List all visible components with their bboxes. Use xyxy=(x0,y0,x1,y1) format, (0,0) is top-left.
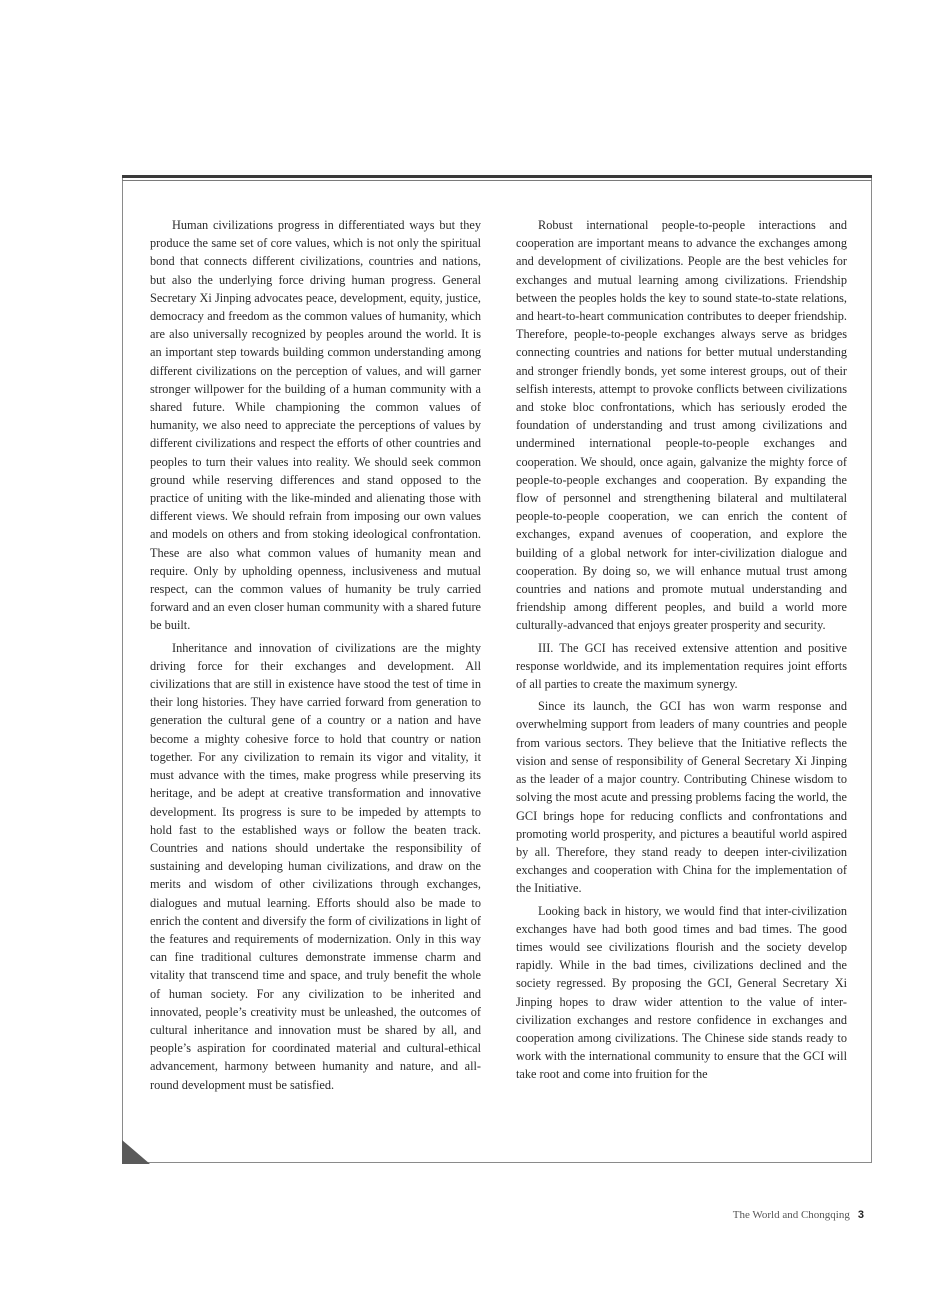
frame-top-thin-rule xyxy=(122,180,872,181)
paragraph-since-launch: Since its launch, the GCI has won warm response and overwhelming support from leaders of many countries and people from various sectors. They believe that the Initiative reflects the vision and sense of responsibility of General Secretary Xi Jinping as the leader of a major country. Contributing Chinese wisdom to solving the most acute and pressing problems facing the world, the GCI brings hope for reducing conflicts and confrontations and promoting world prosperity, and pictures a beautiful world aspired by all. Therefore, they stand ready to deepen inter-civilization exchanges and cooperation with China for the implementation of the Initiative. xyxy=(516,699,847,896)
corner-triangle-ornament xyxy=(122,1140,150,1164)
frame-top-rule xyxy=(122,175,872,178)
page-number: 3 xyxy=(857,1209,864,1221)
paragraph-people-to-people: Robust international people-to-people interactions and cooperation are important means to advance the exchanges among and development of civilizations. People are the best vehicles for exchanges and mutual learning among civilizations. Friendship between the peoples holds the key to sound state-to-state relations, and heart-to-heart communication contributes to deeper friendship. Therefore, people-to-people exchanges always serve as bridges connecting countries and nations for better mutual understanding and stronger friendly bonds, yet some interest groups, out of their selfish interests, attempt to provoke conflicts between civilizations and stoke bloc confrontations, which has seriously eroded the foundation of understanding and trust among civilizations and undermined international people-to-people exchanges and cooperation. We should, once again, galvanize the mighty force of people-to-people exchanges and cooperation. By expanding the flow of personnel and strengthening bilateral and multilateral people-to-people cooperation, we can enrich the content of exchanges, expand avenues of cooperation, and explore the building of a global network for inter-civilization dialogue and cooperation. By doing so, we will enhance mutual trust among countries and nations and promote mutual understanding and friendship among different peoples, and build a world more culturally-advanced that enjoys greater prosperity and security. xyxy=(516,218,847,633)
paragraph-common-values: Human civilizations progress in differentiated ways but they produce the same set of core values, which is not only the spiritual bond that connects different civilizations, countries and nations, but also the underlying force driving human progress. General Secretary Xi Jinping advocates peace, development, equity, justice, democracy and freedom as the common values of humanity, which are also universally recognized by peoples around the world. It is an important step towards building common understanding among different civilizations on the perception of values, and will garner stronger willpower for the building of a human community with a shared future. While championing the common values of humanity, we also need to appreciate the perceptions of values by different civilizations and respect the efforts of other countries and peoples to turn their values into reality. We should seek common ground while reserving differences and stand opposed to the practice of uniting with the like-minded and alienating those with different views. We should refrain from imposing our own values and models on others and from stoking ideological confrontation. These are also what common values of humanity mean and require. Only by upholding openness, inclusiveness and mutual respect, can the common values of humanity be truly carried forward and an even closer human community with a shared future be built. xyxy=(150,218,481,633)
paragraph-looking-back: Looking back in history, we would find that inter-civilization exchanges have had both good times and bad times. The good times would see civilizations flourish and the society develop rapidly. While in the bad times, civilizations declined and the society regressed. By proposing the GCI, General Secretary Xi Jinping hopes to draw wider attention to the value of inter-civilization exchanges and restore confidence in exchanges and cooperation among civilizations. The Chinese side stands ready to work with the international community to ensure that the GCI will take root and come into fruition for the xyxy=(516,903,847,1082)
left-column xyxy=(150,216,481,1098)
paragraph-section-three-heading: III. The GCI has received extensive attention and positive response worldwide, and its implementation requires joint efforts of all parties to create the maximum synergy. xyxy=(516,640,847,692)
page-footer xyxy=(733,1209,864,1221)
right-column xyxy=(516,216,847,1088)
publication-name: The World and Chongqing xyxy=(732,1209,850,1221)
paragraph-inheritance-innovation: Inheritance and innovation of civilizations are the mighty driving force for their exchanges and development. All civilizations that are still in existence have stood the test of time in their long histories. They have carried forward from generation to generation the cultural gene of a country or a nation and have become a mighty cohesive force to hold that country or nation together. For any civilization to remain its vigor and vitality, it must advance with the times, make progress while preserving its heritage, and be adept at creative transformation and innovative development. Its progress is sure to be impeded by attempts to hold fast to the established ways or follow the beaten track. Countries and nations should undertake the responsibility of sustaining and developing human civilizations, and draw on the merits and wisdom of other civilizations through exchanges, dialogues and mutual learning. Efforts should also be made to enrich the content and diversify the form of civilizations in light of the features and requirements of modernization. Only in this way can fine traditional cultures demonstrate immense charm and vitality that transcend time and space, and truly benefit the whole of human society. For any civilization to be inherited and innovated, people’s creativity must be unleashed, the outcomes of cultural inheritance and innovation must be shared by all, and people’s aspiration for coordinated material and cultural-ethical advancement, harmony between humanity and nature, and all-round development must be satisfied. xyxy=(150,640,481,1092)
